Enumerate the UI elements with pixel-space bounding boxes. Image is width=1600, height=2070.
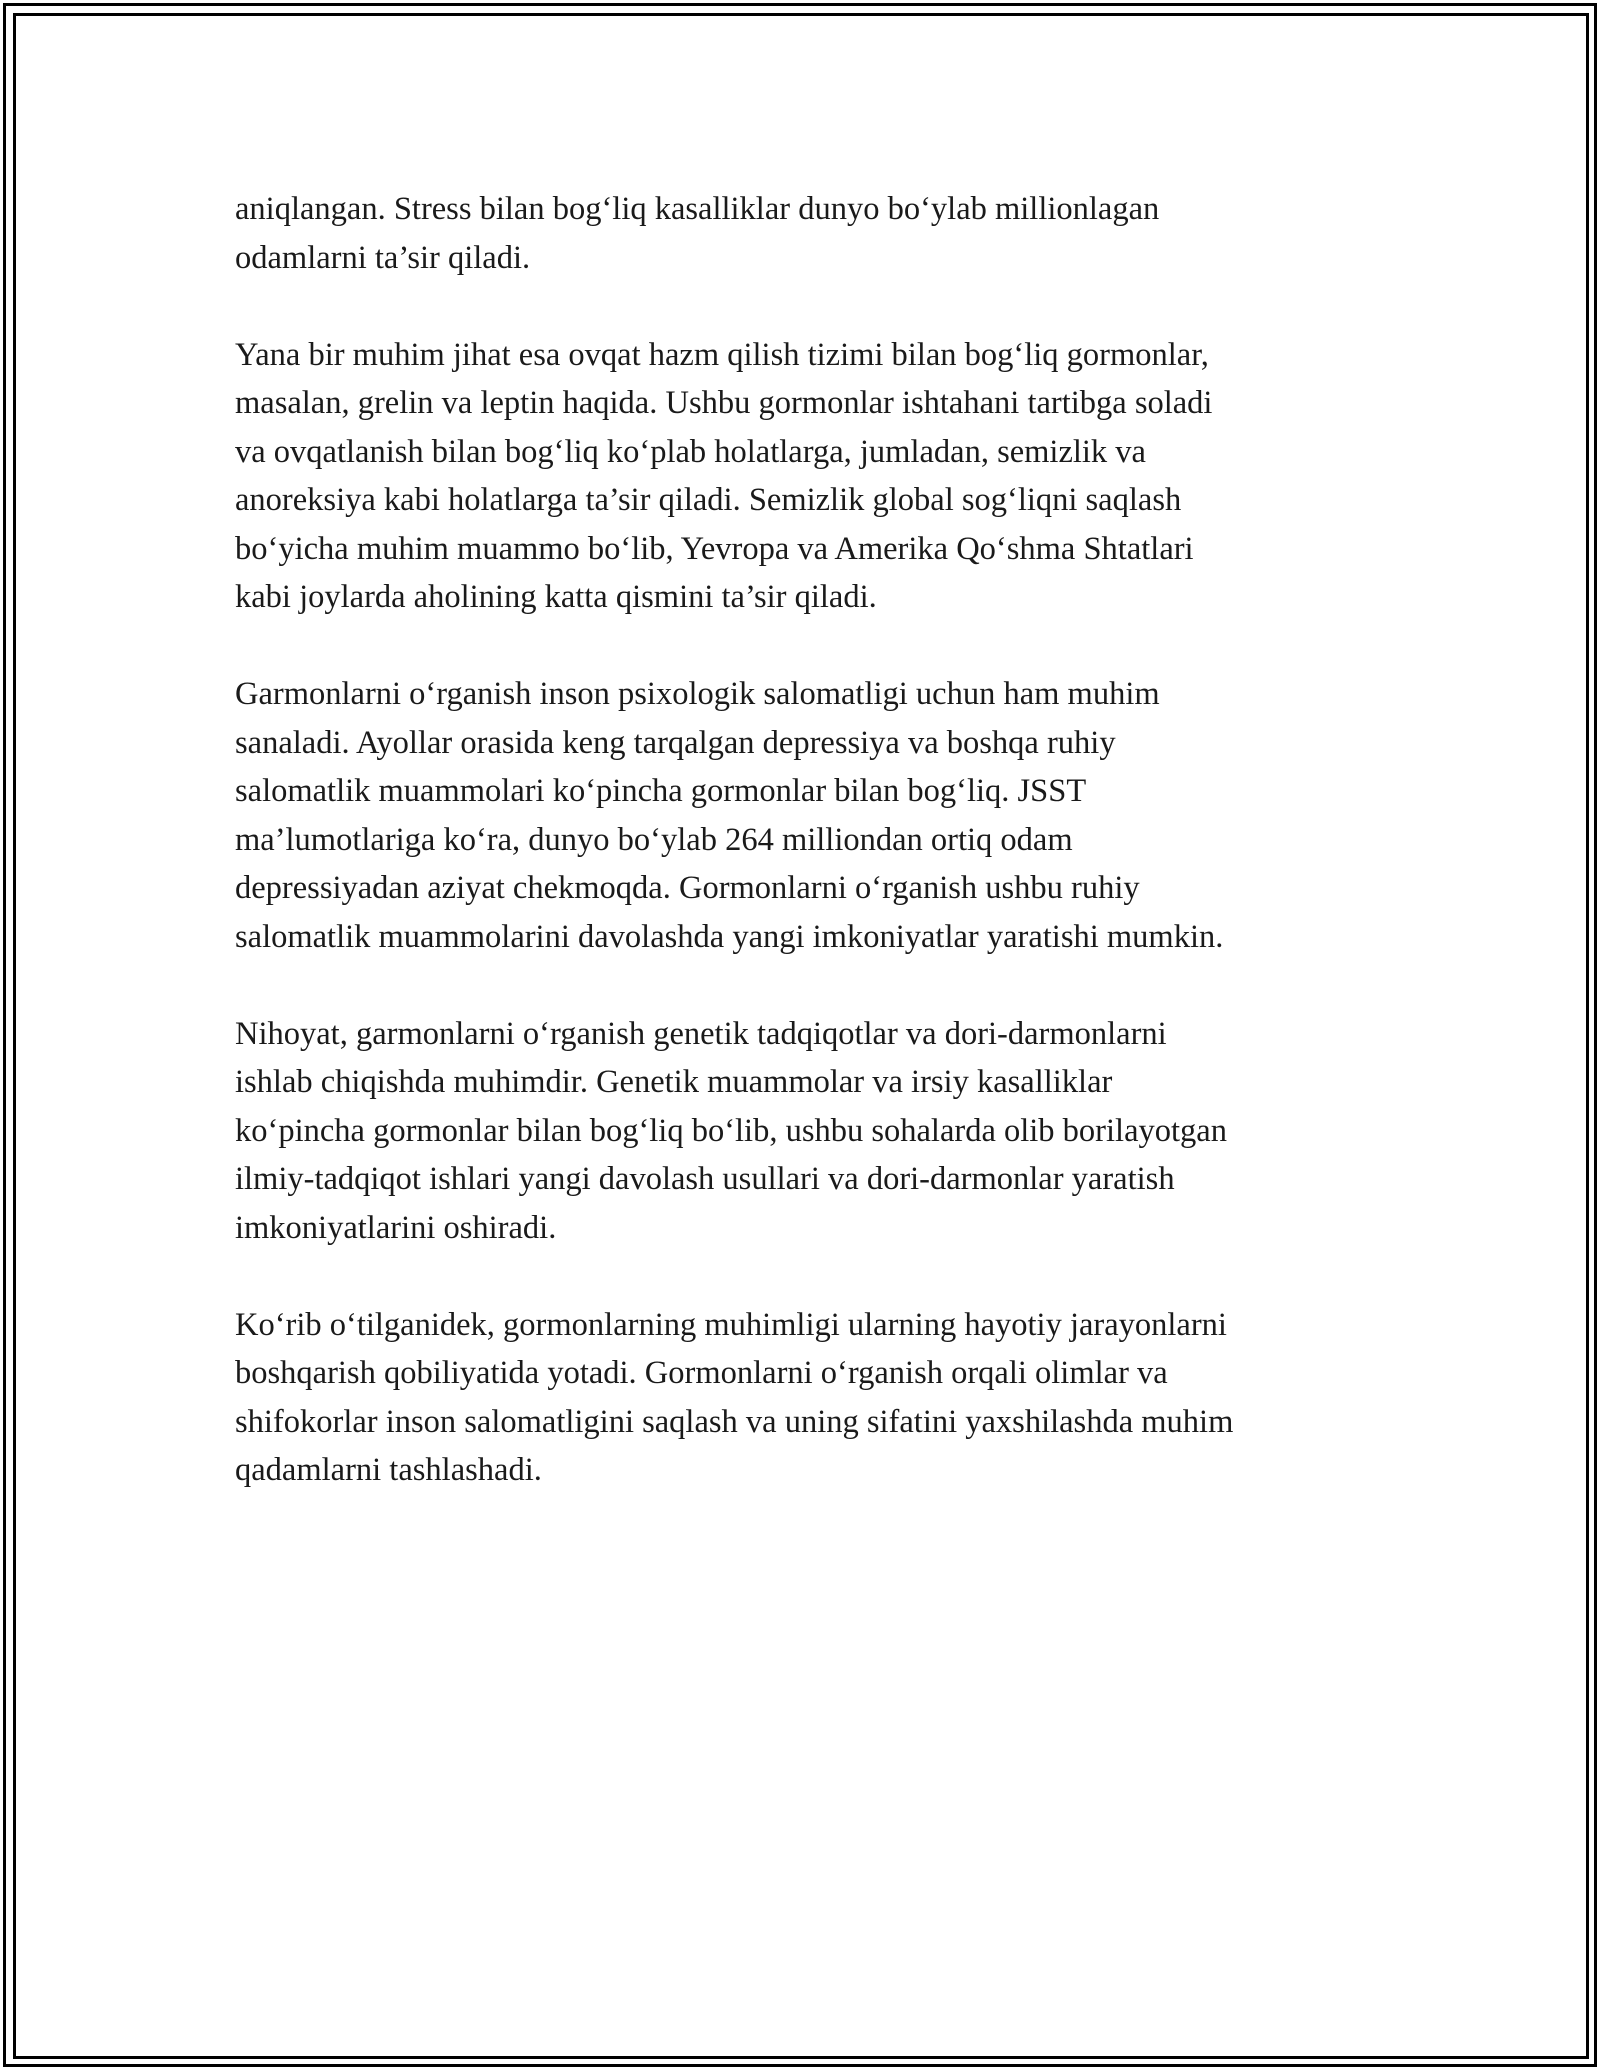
text-line: odamlarni ta’sir qiladi.: [235, 239, 531, 276]
paragraph-4: [235, 1010, 1415, 1253]
paragraph-3: [235, 670, 1415, 961]
paragraph-1: [235, 185, 1415, 282]
text-line: Garmonlarni o‘rganish inson psixologik salomatligi uchun ham muhim: [235, 676, 1160, 712]
text-line: kabi joylarda aholining katta qismini ta’sir qiladi.: [235, 579, 877, 615]
text-line: ishlab chiqishda muhimdir. Genetik muammolar va irsiy kasalliklar: [235, 1064, 1113, 1100]
text-line: salomatlik muammolarini davolashda yangi imkoniyatlar yaratishi mumkin.: [235, 918, 1224, 955]
text-line: Yana bir muhim jihat esa ovqat hazm qilish tizimi bilan bog‘liq gormonlar,: [235, 336, 1209, 373]
text-line: ko‘pincha gormonlar bilan bog‘liq bo‘lib, ushbu sohalarda olib borilayotgan: [235, 1112, 1227, 1149]
text-line: Ko‘rib o‘tilganidek, gormonlarning muhimligi ularning hayotiy jarayonlarni: [235, 1306, 1227, 1343]
text-line: aniqlangan. Stress bilan bog‘liq kasalliklar dunyo bo‘ylab millionlagan: [235, 191, 1160, 227]
text-line: ilmiy-tadqiqot ishlari yangi davolash usullari va dori-darmonlar yaratish: [235, 1161, 1175, 1197]
text-line: bo‘yicha muhim muammo bo‘lib, Yevropa va Amerika Qo‘shma Shtatlari: [235, 530, 1194, 567]
text-line: va ovqatlanish bilan bog‘liq ko‘plab holatlarga, jumladan, semizlik va: [235, 433, 1146, 470]
text-line: imkoniyatlarini oshiradi.: [235, 1209, 557, 1246]
text-line: shifokorlar inson salomatligini saqlash va uning sifatini yaxshilashda muhim: [235, 1403, 1234, 1440]
text-line: sanaladi. Ayollar orasida keng tarqalgan depressiya va boshqa ruhiy: [235, 724, 1116, 761]
text-line: qadamlarni tashlashadi.: [235, 1452, 542, 1488]
text-line: salomatlik muammolari ko‘pincha gormonlar bilan bog‘liq. JSST: [235, 773, 1087, 809]
paragraph-2: [235, 331, 1415, 622]
document-body: [235, 185, 1415, 1543]
paragraph-5: [235, 1301, 1415, 1495]
text-line: anoreksiya kabi holatlarga ta’sir qiladi. Semizlik global sog‘liqni saqlash: [235, 482, 1182, 518]
text-line: boshqarish qobiliyatida yotadi. Gormonlarni o‘rganish orqali olimlar va: [235, 1355, 1168, 1391]
text-line: masalan, grelin va leptin haqida. Ushbu gormonlar ishtahani tartibga soladi: [235, 385, 1213, 421]
text-line: Nihoyat, garmonlarni o‘rganish genetik tadqiqotlar va dori-darmonlarni: [235, 1015, 1167, 1052]
text-line: depressiyadan aziyat chekmoqda. Gormonlarni o‘rganish ushbu ruhiy: [235, 870, 1140, 906]
text-line: ma’lumotlariga ko‘ra, dunyo bo‘ylab 264 milliondan ortiq odam: [235, 821, 1073, 858]
